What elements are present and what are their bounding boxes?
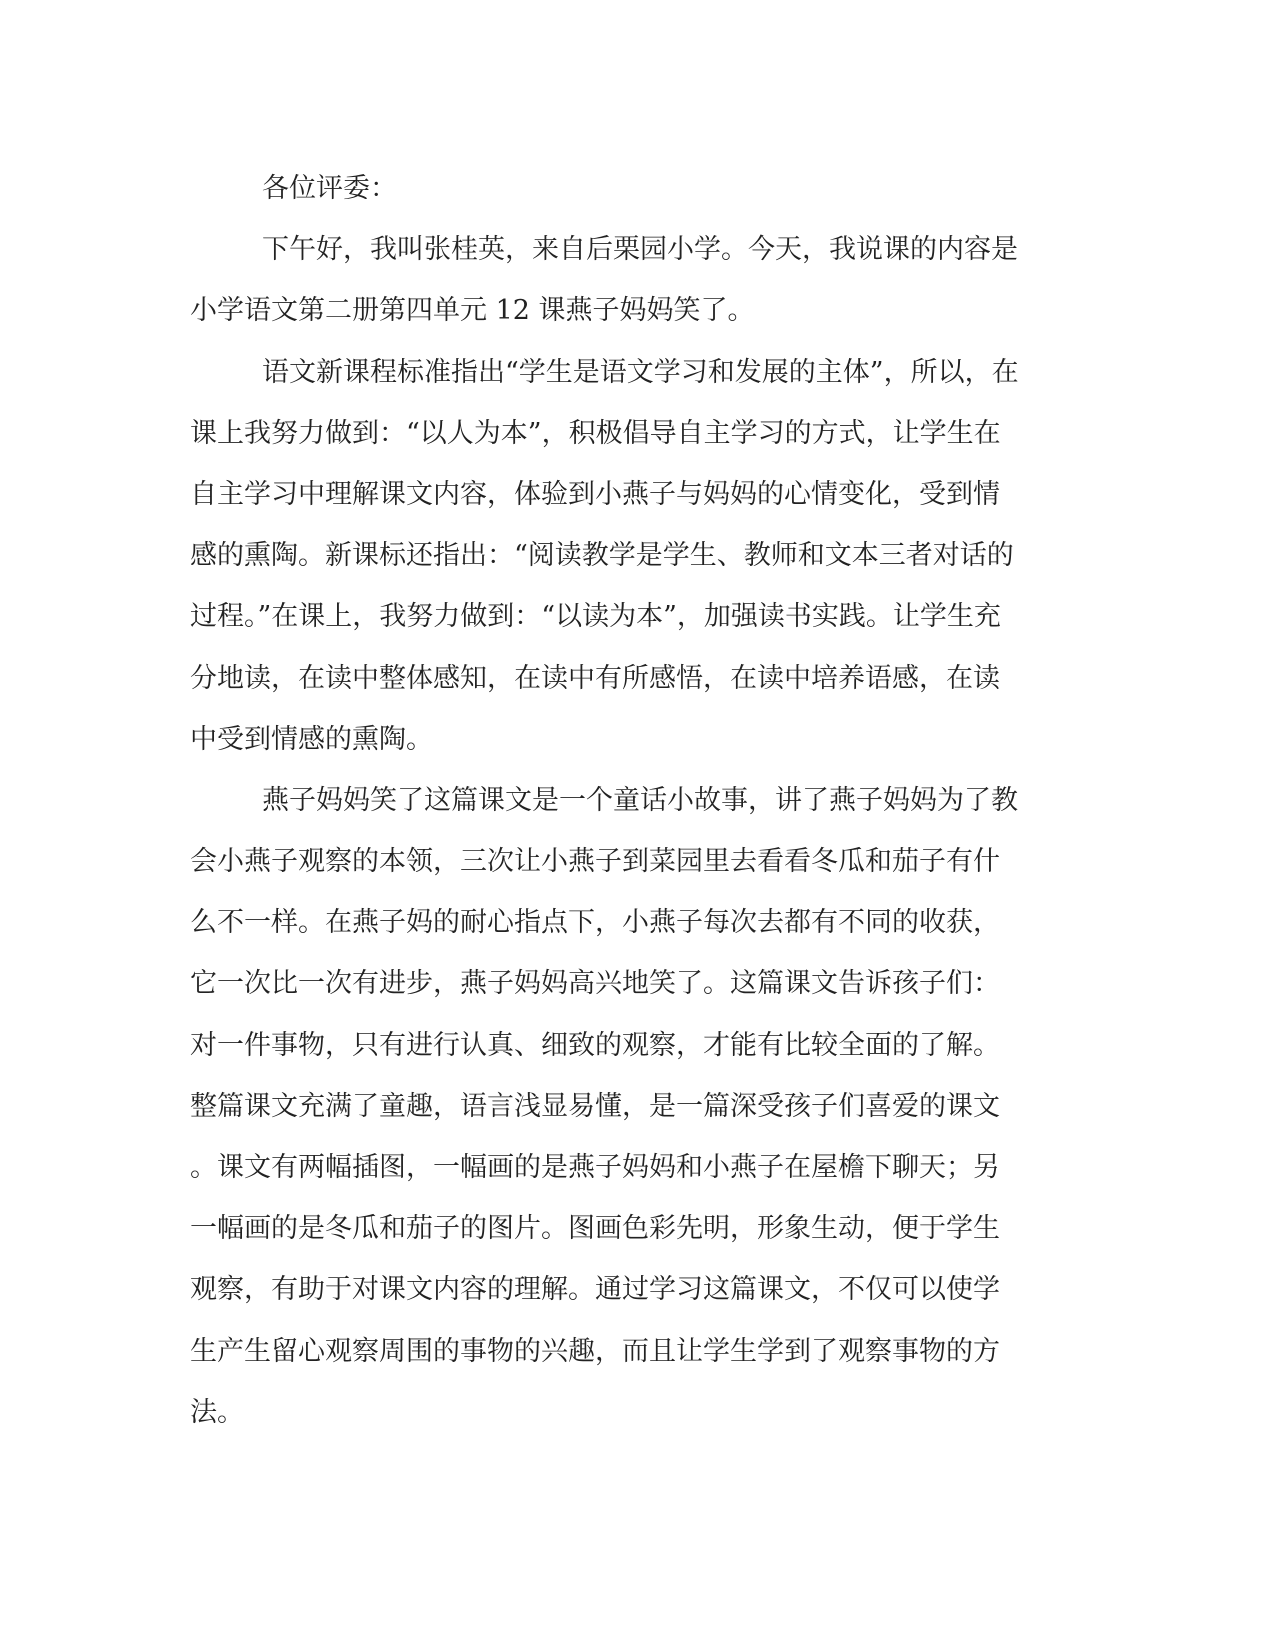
greeting: 各位评委： — [262, 173, 397, 204]
paragraph-2 — [190, 342, 1080, 770]
paragraph-line: 法。 — [190, 1396, 244, 1428]
paragraph-line: 课上我努力做到：“以人为本”，积极倡导自主学习的方式，让学生在 — [190, 417, 1001, 449]
paragraph-line: 整篇课文充满了童趣，语言浅显易懂，是一篇深受孩子们喜爱的课文 — [190, 1090, 1000, 1122]
paragraph-line: 它一次比一次有进步，燕子妈妈高兴地笑了。这篇课文告诉孩子们： — [190, 968, 1000, 1000]
paragraph-line: 分地读，在读中整体感知，在读中有所感悟，在读中培养语感，在读 — [190, 662, 1000, 694]
paragraph-line: 。课文有两幅插图，一幅画的是燕子妈妈和小燕子在屋檐下聊天；另 — [190, 1152, 1000, 1183]
paragraph-line: 感的熏陶。新课标还指出：“阅读教学是学生、教师和文本三者对话的 — [190, 540, 1014, 572]
paragraph-line: 语文新课程标准指出“学生是语文学习和发展的主体”，所以，在 — [262, 356, 1019, 388]
paragraph-line: 中受到情感的熏陶。 — [190, 723, 433, 755]
paragraph-line: 观察，有助于对课文内容的理解。通过学习这篇课文，不仅可以使学 — [190, 1274, 1000, 1306]
paragraph-line: 燕子妈妈笑了这篇课文是一个童话小故事，讲了燕子妈妈为了教 — [262, 784, 1018, 816]
paragraph-line: 会小燕子观察的本领，三次让小燕子到菜园里去看看冬瓜和茄子有什 — [190, 846, 1000, 878]
document-body — [190, 158, 1080, 1443]
paragraph-line: 对一件事物，只有进行认真、细致的观察，才能有比较全面的了解。 — [190, 1029, 1000, 1061]
paragraph-line: 一幅画的是冬瓜和茄子的图片。图画色彩先明，形象生动，便于学生 — [190, 1213, 1000, 1245]
paragraph-line: 小学语文第二册第四单元 12 课燕子妈妈笑了。 — [190, 295, 755, 327]
paragraph-line: 生产生留心观察周围的事物的兴趣，而且让学生学到了观察事物的方 — [190, 1335, 1000, 1367]
paragraph-1 — [190, 219, 1080, 341]
paragraph-line: 过程。”在课上，我努力做到：“以读为本”，加强读书实践。让学生充 — [190, 601, 1001, 633]
paragraph-line: 自主学习中理解课文内容，体验到小燕子与妈妈的心情变化，受到情 — [190, 478, 1000, 510]
paragraph-line: 下午好，我叫张桂英，来自后栗园小学。今天，我说课的内容是 — [262, 234, 1018, 266]
paragraph-3 — [190, 770, 1080, 1443]
paragraph-line: 么不一样。在燕子妈的耐心指点下，小燕子每次去都有不同的收获， — [190, 907, 1000, 939]
